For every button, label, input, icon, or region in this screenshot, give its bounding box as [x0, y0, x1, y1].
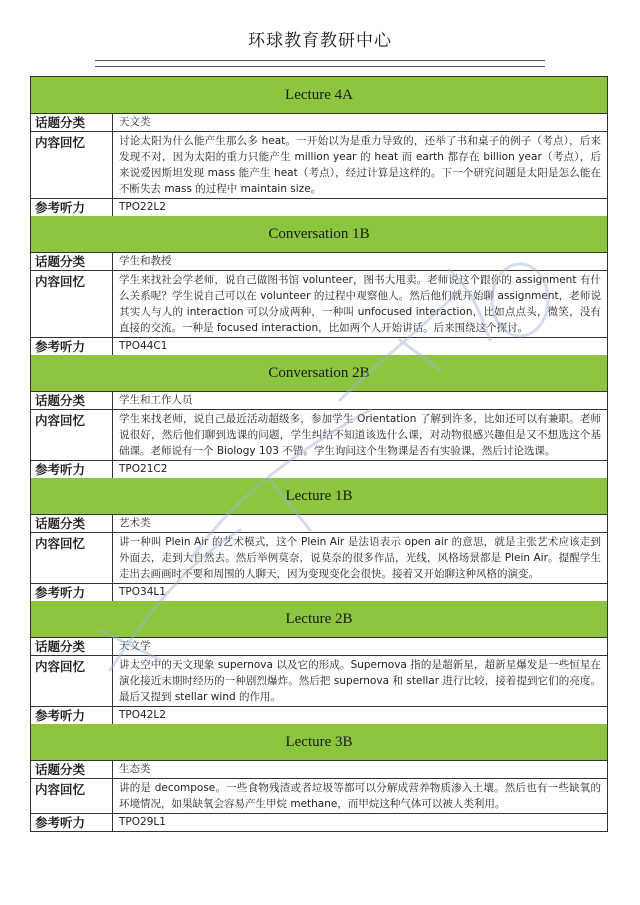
reference-row — [31, 338, 607, 355]
topic-value: 学生和教授 — [119, 255, 172, 267]
topic-row — [31, 761, 607, 779]
section-title: Lecture 3B — [31, 724, 607, 761]
memory-value: 讲太空中的天文现象 supernova 以及它的形成。Supernova 指的是超新星，超新星爆发是一些恒星在演化接近末期时经历的一种剧烈爆炸。然后把 supernova 和 stellar 进行比较，接着提到它们的亮度。最后又提到 stellar wind 的作用。 — [119, 659, 601, 703]
section-title: Lecture 4A — [31, 77, 607, 114]
topic-value: 学生和工作人员 — [119, 394, 193, 406]
page-header-title: 环球教育教研中心 — [248, 31, 392, 51]
topic-value: 天文学 — [119, 640, 151, 652]
section-conversation-2b — [31, 355, 607, 478]
topic-value: 天文类 — [119, 116, 151, 128]
reference-row — [31, 461, 607, 478]
topic-label: 话题分类 — [31, 638, 113, 655]
topic-label: 话题分类 — [31, 114, 113, 131]
memory-value: 学生来找老师，说自己最近活动超级多，参加学生 Orientation 了解到许多，比如还可以有兼职。老师说很好，然后他们聊到选课的问题，学生纠结不知道该选什么课，对动物很感兴趣但是又不想选这个基础课。老师说有一个 Biology 103 不错。学生询问这个生物课是否有实验课，然后讨论选课。 — [119, 413, 601, 457]
reference-row — [31, 199, 607, 216]
section-title: Conversation 1B — [31, 216, 607, 253]
topic-value: 艺术类 — [119, 517, 151, 529]
section-title: Lecture 2B — [31, 601, 607, 638]
section-conversation-1b — [31, 216, 607, 355]
memory-row — [31, 656, 607, 707]
memory-label: 内容回忆 — [31, 271, 113, 337]
reference-value: TPO44C1 — [119, 340, 168, 352]
section-lecture-1b — [31, 478, 607, 601]
reference-label: 参考听力 — [31, 707, 113, 724]
section-title: Conversation 2B — [31, 355, 607, 392]
memory-row — [31, 410, 607, 461]
topic-row — [31, 515, 607, 533]
reference-label: 参考听力 — [31, 814, 113, 831]
reference-row — [31, 814, 607, 831]
topic-row — [31, 638, 607, 656]
memory-value: 学生来找社会学老师，说自己做图书馆 volunteer，图书大甩卖。老师说这个跟你的 assignment 有什么关系呢？学生说自己可以在 volunteer 的过程中观察他人。然后他们就开始聊 assignment，老师说其实人与人的 interaction 可以分成两种，一种叫 unfocused interaction，比如点点头，微笑，没有直接的交流。一种是 focused interaction，比如两个人开始讲话。后来围绕这个探讨。 — [119, 274, 601, 334]
memory-label: 内容回忆 — [31, 410, 113, 460]
memory-label: 内容回忆 — [31, 533, 113, 583]
topic-row — [31, 114, 607, 132]
memory-label: 内容回忆 — [31, 132, 113, 198]
memory-value: 讲的是 decompose。一些食物残渣或者垃圾等都可以分解成营养物质渗入土壤。然后也有一些缺氧的环境情况，如果缺氧会容易产生甲烷 methane，而甲烷这种气体可以被人类利用。 — [119, 782, 601, 810]
header-divider-bottom — [95, 66, 545, 67]
reference-value: TPO21C2 — [119, 463, 168, 475]
topic-label: 话题分类 — [31, 761, 113, 778]
memory-value: 讲一种叫 Plein Air 的艺术模式，这个 Plein Air 是法语表示 open air 的意思，就是主张艺术应该走到外面去，走到大自然去。然后举例莫奈，说莫奈的很多作品，光线，风格场景都是 Plein Air。提醒学生走出去画画时不要和周围的人聊天，因为变现变化会很快。接着又开始聊这种风格的演变。 — [119, 536, 601, 580]
reference-value: TPO22L2 — [119, 201, 166, 213]
memory-value: 讨论太阳为什么能产生那么多 heat。一开始以为是重力导致的，还举了书和桌子的例子（考点），后来发现不对，因为太阳的重力只能产生 million year 的 heat 而 earth 都存在 billion year（考点），后来说爱因斯坦发现 mass 能产生 heat（考点），经过计算是这样的。下一个研究问题是太阳是怎么能在不断失去 mass 的过程中 maintain size。 — [119, 135, 601, 195]
memory-row — [31, 271, 607, 338]
topic-row — [31, 392, 607, 410]
lecture-table — [30, 76, 608, 832]
reference-value: TPO34L1 — [119, 586, 166, 598]
reference-row — [31, 707, 607, 724]
reference-label: 参考听力 — [31, 584, 113, 601]
topic-label: 话题分类 — [31, 392, 113, 409]
topic-value: 生态类 — [119, 763, 151, 775]
reference-row — [31, 584, 607, 601]
memory-label: 内容回忆 — [31, 779, 113, 813]
reference-label: 参考听力 — [31, 461, 113, 478]
memory-label: 内容回忆 — [31, 656, 113, 706]
memory-row — [31, 533, 607, 584]
reference-label: 参考听力 — [31, 338, 113, 355]
section-title: Lecture 1B — [31, 478, 607, 515]
section-lecture-3b — [31, 724, 607, 831]
topic-label: 话题分类 — [31, 253, 113, 270]
reference-value: TPO42L2 — [119, 709, 166, 721]
topic-label: 话题分类 — [31, 515, 113, 532]
section-lecture-2b — [31, 601, 607, 724]
memory-row — [31, 779, 607, 814]
topic-row — [31, 253, 607, 271]
memory-row — [31, 132, 607, 199]
reference-value: TPO29L1 — [119, 816, 166, 828]
header-divider-top — [95, 60, 545, 61]
section-lecture-4a — [31, 77, 607, 216]
reference-label: 参考听力 — [31, 199, 113, 216]
